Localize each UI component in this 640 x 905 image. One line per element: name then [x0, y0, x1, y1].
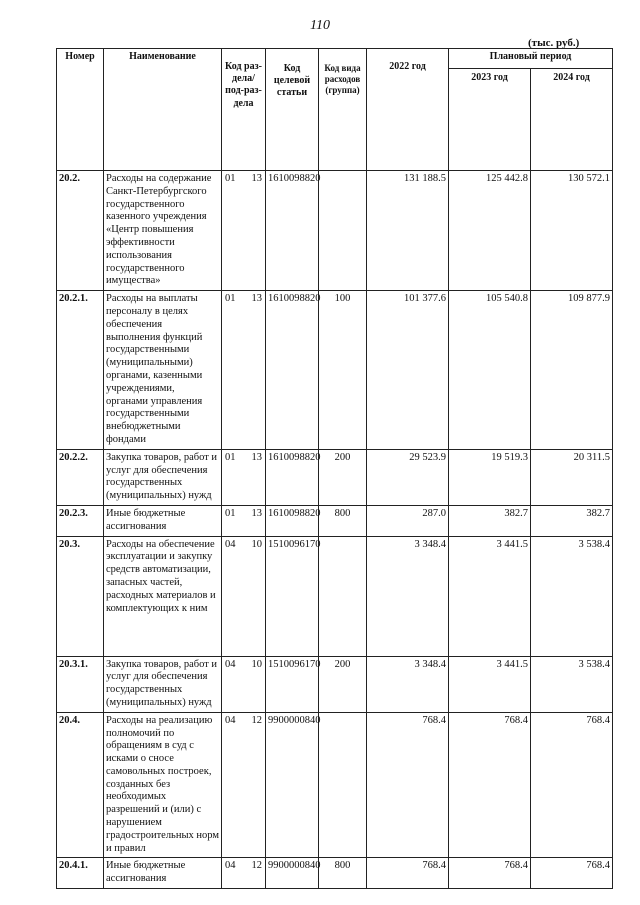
row-value-2022: 287.0 — [367, 505, 449, 536]
row-expense-code — [319, 536, 367, 656]
row-value-2022: 131 188.5 — [367, 171, 449, 291]
header-number: Номер — [57, 49, 104, 171]
row-value-2023: 3 441.5 — [449, 656, 531, 712]
header-target-code: Код целевой статьи — [266, 49, 319, 171]
row-target-code: 9900000840 — [266, 858, 319, 889]
row-subsection: 13 — [251, 451, 262, 463]
row-value-2023: 125 442.8 — [449, 171, 531, 291]
header-name: Наименование — [104, 49, 222, 171]
row-name: Иные бюджетные ассигнования — [104, 858, 222, 889]
header-year-2022: 2022 год — [367, 49, 449, 171]
row-expense-code: 200 — [319, 449, 367, 505]
row-number: 20.2.2. — [57, 449, 104, 505]
units-label: (тыс. руб.) — [528, 37, 580, 49]
table-row — [57, 291, 613, 450]
row-number: 20.2.3. — [57, 505, 104, 536]
row-section-code — [222, 656, 266, 712]
header-expense-code: Код вида расходов (группа) — [319, 49, 367, 171]
row-target-code: 1610098820 — [266, 171, 319, 291]
row-expense-code: 200 — [319, 656, 367, 712]
row-value-2023: 768.4 — [449, 712, 531, 858]
row-number: 20.4.1. — [57, 858, 104, 889]
row-subsection: 12 — [251, 860, 262, 872]
header-planned-period: Плановый период — [449, 49, 613, 69]
row-value-2024: 768.4 — [531, 858, 613, 889]
row-section: 04 — [225, 860, 236, 872]
table-row — [57, 858, 613, 889]
row-value-2022: 768.4 — [367, 858, 449, 889]
row-name: Иные бюджетные ассигнования — [104, 505, 222, 536]
header-section-code: Код раз-дела/ под-раз-дела — [222, 49, 266, 171]
row-target-code: 1510096170 — [266, 656, 319, 712]
row-value-2023: 105 540.8 — [449, 291, 531, 450]
row-section: 01 — [225, 293, 236, 305]
row-value-2024: 768.4 — [531, 712, 613, 858]
table-row — [57, 536, 613, 656]
row-target-code: 1610098820 — [266, 505, 319, 536]
row-subsection: 10 — [251, 538, 262, 550]
table-row — [57, 712, 613, 858]
row-value-2024: 3 538.4 — [531, 656, 613, 712]
row-number: 20.4. — [57, 712, 104, 858]
row-value-2022: 768.4 — [367, 712, 449, 858]
row-target-code: 1610098820 — [266, 449, 319, 505]
row-value-2024: 130 572.1 — [531, 171, 613, 291]
row-section-code — [222, 712, 266, 858]
budget-table — [56, 48, 613, 889]
table-row — [57, 449, 613, 505]
row-section: 04 — [225, 538, 236, 550]
row-expense-code: 800 — [319, 858, 367, 889]
row-number: 20.3. — [57, 536, 104, 656]
row-name: Расходы на содержание Санкт-Петербургского государственного казенного учреждения «Центр повышения эффективности использования государственного имущества» — [104, 171, 222, 291]
row-section-code — [222, 171, 266, 291]
row-subsection: 13 — [251, 293, 262, 305]
row-target-code: 1610098820 — [266, 291, 319, 450]
header-year-2023: 2023 год — [449, 69, 531, 171]
row-section: 01 — [225, 451, 236, 463]
row-section-code — [222, 449, 266, 505]
row-number: 20.2. — [57, 171, 104, 291]
row-section-code — [222, 505, 266, 536]
row-value-2023: 768.4 — [449, 858, 531, 889]
row-name: Закупка товаров, работ и услуг для обеспечения государственных (муниципальных) нужд — [104, 656, 222, 712]
row-target-code: 9900000840 — [266, 712, 319, 858]
row-expense-code: 800 — [319, 505, 367, 536]
row-subsection: 13 — [251, 173, 262, 184]
table-row — [57, 656, 613, 712]
row-value-2022: 101 377.6 — [367, 291, 449, 450]
row-section: 01 — [225, 173, 236, 184]
row-section: 04 — [225, 714, 236, 726]
row-subsection: 10 — [251, 658, 262, 670]
page-number: 110 — [310, 18, 330, 33]
row-value-2023: 3 441.5 — [449, 536, 531, 656]
table-row — [57, 171, 613, 291]
row-value-2024: 382.7 — [531, 505, 613, 536]
row-number: 20.3.1. — [57, 656, 104, 712]
row-section: 04 — [225, 658, 236, 670]
row-target-code: 1510096170 — [266, 536, 319, 656]
row-section-code — [222, 858, 266, 889]
row-value-2022: 3 348.4 — [367, 536, 449, 656]
row-value-2024: 109 877.9 — [531, 291, 613, 450]
row-value-2024: 3 538.4 — [531, 536, 613, 656]
row-value-2022: 3 348.4 — [367, 656, 449, 712]
row-expense-code: 100 — [319, 291, 367, 450]
row-expense-code — [319, 712, 367, 858]
row-value-2022: 29 523.9 — [367, 449, 449, 505]
row-section-code — [222, 536, 266, 656]
row-subsection: 12 — [251, 714, 262, 726]
row-name: Расходы на реализацию полномочий по обращениям в суд с исками о сносе самовольных построек, созданных без необходимых разрешений и (или) с нарушением градостроительных норм и правил — [104, 712, 222, 858]
row-expense-code — [319, 171, 367, 291]
header-year-2024: 2024 год — [531, 69, 613, 171]
row-number: 20.2.1. — [57, 291, 104, 450]
row-section-code — [222, 291, 266, 450]
row-value-2023: 19 519.3 — [449, 449, 531, 505]
table-row — [57, 505, 613, 536]
row-section: 01 — [225, 507, 236, 519]
row-value-2024: 20 311.5 — [531, 449, 613, 505]
row-subsection: 13 — [251, 507, 262, 519]
row-name: Расходы на обеспечение эксплуатации и закупку средств автоматизации, запасных частей, расходных материалов и комплектующих к ним — [104, 536, 222, 656]
row-name: Закупка товаров, работ и услуг для обеспечения государственных (муниципальных) нужд — [104, 449, 222, 505]
row-name: Расходы на выплаты персоналу в целях обеспечения выполнения функций государственными (муниципальными) органами, казенными учреждениями, органами управления государственными внебюджетными фондами — [104, 291, 222, 450]
row-value-2023: 382.7 — [449, 505, 531, 536]
